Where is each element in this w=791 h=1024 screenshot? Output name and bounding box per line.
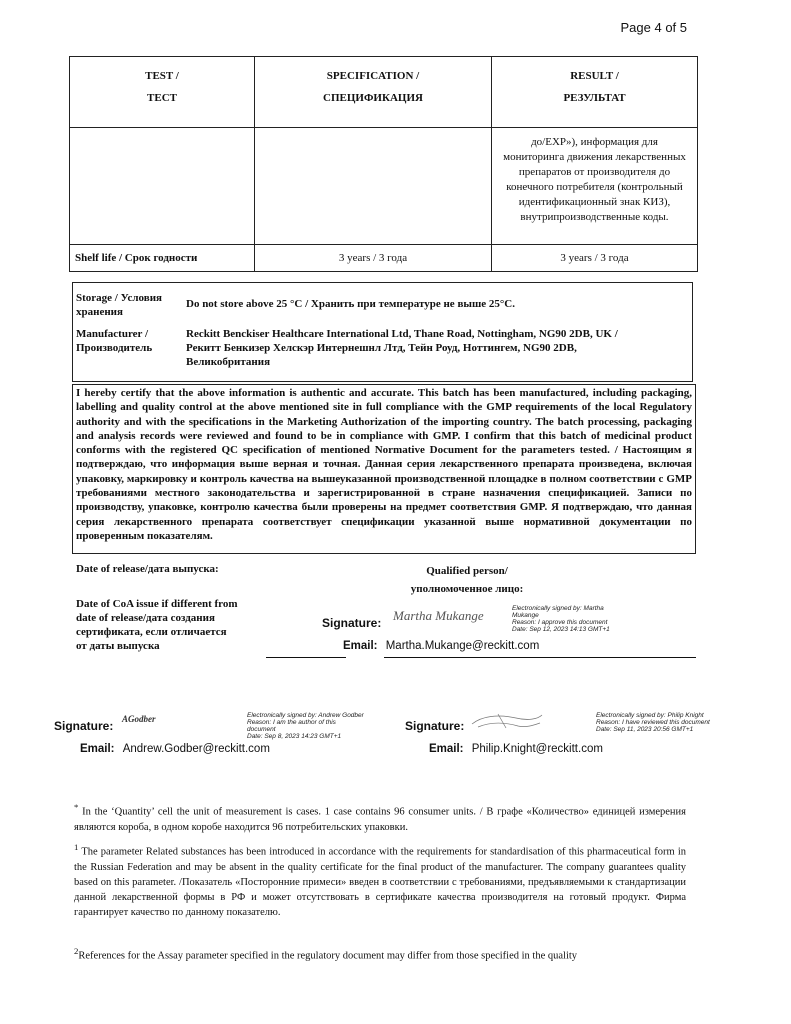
divider [384,657,696,658]
header-specification: SPECIFICATION / СПЕЦИФИКАЦИЯ [255,57,492,128]
reviewer-esign-stamp: Electronically signed by: Philip Knight Reason: I have reviewed this document Date: Sep 11, 2023 20:56 GMT+1 [596,712,710,733]
reviewer-email-address[interactable]: Philip.Knight@reckitt.com [471,743,603,755]
manufacturer-value: Reckitt Benckiser Healthcare International Ltd, Thane Road, Nottingham, NG90 2DB, UK / Рекитт Бенкизер Хелскэр Интернешнл Лтд, Тейн Роуд, Ноттингем, NG90 2DB, Великобритания [186,328,618,368]
cell-shelf-life-result: 3 years / 3 года [492,245,698,272]
qp-email-address[interactable]: Martha.Mukange@reckitt.com [385,640,540,652]
author-email-address[interactable]: Andrew.Godber@reckitt.com [122,743,270,755]
reviewer-signature-label: Signature: [405,719,465,733]
page-number: Page 4 of 5 [620,20,687,35]
header-result: RESULT / РЕЗУЛЬТАТ [492,57,698,128]
qp-signature-image: Martha Mukange [393,608,484,623]
table-row-shelf-life [70,245,698,272]
header-test: TEST / ТЕСТ [70,57,255,128]
cell-empty [255,128,492,245]
author-signature-image: AGodber [122,714,156,724]
cell-shelf-life-test: Shelf life / Срок годности [70,245,255,272]
author-esign-stamp: Electronically signed by: Andrew Godber Reason: I am the author of this document Date: Sep 8, 2023 14:23 GMT+1 [247,712,364,740]
cell-continuation-result: до/EXP»), информация для мониторинга движения лекарственных препаратов от производителя до конечного потребителя (контрольный идентификационный знак КИЗ), внутрипроизводственные коды. [492,128,698,245]
manufacturer-label: Manufacturer / Производитель [76,328,153,354]
footnote-quantity: * In the ‘Quantity’ cell the unit of measurement is cases. 1 case contains 96 consumer units. / В графе «Количество» единицей измерения являются короба, в одном коробе находится 96 потребительских упаковки. [74,802,686,833]
qp-signature-label: Signature: [322,616,382,630]
reviewer-signature-image [468,710,546,732]
footnote-related-substances: $^1$ The parameter Related substances has been introduced in accordance with the requirements for standardisation of this pharmaceutical form in the Russian Federation and may be absent in the quality certificate for the final product of the manufacturer. The company guarantees quality based on this parameter. /Показатель «Посторонние примеси» введен в соответствии с требованиями, предъявляемыми к стандартизации данной лекарственной формы в РФ и может отсутствовать в сертификате качества производителя на готовый продукт. Фирма гарантирует качество по данному показателю. [74,842,686,918]
storage-manufacturer-box [72,282,693,382]
qualified-person-label: Qualified person/ уполномоченное лицо: [410,565,524,595]
author-email: Email: Andrew.Godber@reckitt.com [80,743,270,755]
author-signature-label: Signature: [54,719,114,733]
certification-statement: I hereby certify that the above information is authentic and accurate. This batch has been manufactured, including packaging, labelling and quality control at the above mentioned site in full compliance with the GMP requirements of the local Regulatory authority and with the specifications in the Marketing Authorization of the importing country. The batch processing, packaging and analysis records were reviewed and found to be in compliance with GMP. I confirm that this batch of medicinal product conforms with the registered QC specification of mentioned Normative Document for the parameters tested. / Настоящим я подтверждаю, что информация выше верная и точная. Данная серия лекарственного препарата произведена, включая упаковку, маркировку и контроль качества на вышеуказанной производственной площадке в полном соответствии с GMP требованиями местного законодательства и зарегистрированной в стране назначения спецификацией. Записи по производству, упаковке, контролю качества были проверены на предмет соответствия GMP. Я подтверждаю, что данная серия лекарственного препарата соответствует спецификации указанной выше нормативной документации по проверенным показателям. [72,384,696,554]
qp-esign-stamp: Electronically signed by: Martha Mukange Reason: I approve this document Date: Sep 12, 2023 14:13 GMT+1 [512,605,610,633]
reviewer-email: Email: Philip.Knight@reckitt.com [429,743,603,755]
storage-label: Storage / Условия хранения [76,292,162,318]
qp-email: Email: Martha.Mukange@reckitt.com [343,640,540,652]
coa-issue-label: Date of CoA issue if different from date of release/дата создания сертификата, если отличается от даты выпуска [76,598,238,652]
footnote-assay: $^2$References for the Assay parameter specified in the regulatory document may differ from those specified in the quality [74,946,578,962]
cell-shelf-life-spec: 3 years / 3 года [255,245,492,272]
date-of-release-label: Date of release/дата выпуска: [76,563,219,575]
reviewer-signature-scribble [468,710,546,732]
table-header-row [70,57,698,128]
divider [266,657,346,658]
cell-empty [70,128,255,245]
table-row [70,128,698,245]
storage-value: Do not store above 25 °C / Хранить при температуре не выше 25°C. [186,298,515,310]
specification-table [69,56,698,272]
